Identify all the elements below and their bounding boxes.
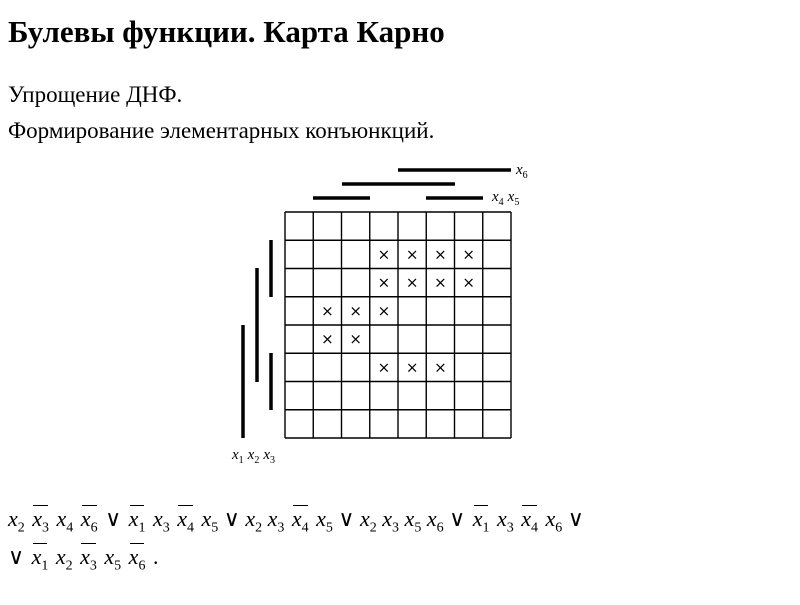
formula-variable: $x_2$: [55, 544, 73, 574]
kmap-cell-mark: ×: [377, 301, 391, 320]
kmap-cell-mark: ×: [405, 245, 419, 264]
negated-variable: $x_1$: [472, 506, 490, 536]
kmap-cell-mark: ×: [434, 245, 447, 264]
formula-variable: $x_2$: [245, 506, 263, 536]
negated-variable: $x_4$: [521, 506, 538, 536]
kmap-cell-mark: ×: [349, 330, 362, 349]
negated-variable: $x_6$: [80, 506, 98, 536]
formula-variable: $x_2$: [360, 506, 377, 536]
formula-variable: $x_2$: [8, 506, 25, 536]
kmap-cell-mark: ×: [377, 245, 391, 264]
label-x4-x5: $x_4$ $x_5$: [492, 189, 520, 208]
body-text: Формирование элементарных конъюнкций.: [8, 118, 435, 143]
kmap-cell-mark: ×: [462, 273, 475, 292]
negated-variable: $x_6$: [128, 544, 146, 574]
kmap-cell-mark: ×: [349, 301, 362, 320]
formula-operator: ∨: [105, 506, 127, 531]
kmap-cell-mark: ×: [321, 330, 334, 349]
slide-title: Булевы функции. Карта Карно: [8, 14, 445, 49]
kmap-cell-mark: ×: [462, 245, 475, 264]
kmap-cell-mark: ×: [377, 358, 391, 377]
formula-variable: $x_3$: [496, 506, 514, 536]
formula-operator: .: [152, 544, 159, 569]
kmap-cell-mark: ×: [434, 358, 447, 377]
subtitle: Упрощение ДНФ.: [8, 82, 183, 107]
negated-variable: $x_1$: [128, 506, 146, 536]
negated-variable: $x_4$: [291, 506, 309, 536]
formula-operator: ∨: [8, 544, 30, 569]
formula-variable: $x_5$: [104, 544, 122, 574]
formula-line-2: [8, 544, 158, 574]
kmap-cell-mark: ×: [405, 273, 419, 292]
formula-variable: $x_3$: [382, 506, 400, 536]
formula-line-1: [8, 506, 584, 536]
negated-variable: $x_4$: [177, 506, 194, 536]
formula-operator: ∨: [338, 506, 361, 531]
formula-variable: $x_4$: [56, 506, 74, 536]
formula-variable: $x_3$: [267, 506, 285, 536]
negated-variable: $x_3$: [32, 506, 50, 536]
kmap-cell-mark: ×: [377, 273, 391, 292]
formula-variable: $x_6$: [426, 506, 444, 536]
formula-operator: ∨: [449, 506, 471, 531]
kmap-grid: [285, 212, 511, 438]
negated-variable: $x_1$: [31, 544, 49, 574]
formula-variable: $x_5$: [316, 506, 333, 536]
formula-variable: $x_5$: [201, 506, 219, 536]
formula-variable: $x_5$: [404, 506, 422, 536]
formula-variable: $x_6$: [545, 506, 563, 536]
formula-variable: $x_3$: [152, 506, 170, 536]
kmap-cell-mark: ×: [321, 301, 334, 320]
negated-variable: $x_3$: [80, 544, 97, 574]
label-x1-x2-x3: $x_1$ $x_2$ $x_3$: [232, 447, 276, 466]
formula-operator: ∨: [567, 506, 584, 531]
kmap-cell-mark: ×: [434, 273, 447, 292]
formula-operator: ∨: [223, 506, 246, 531]
label-x6: $x_6$: [516, 162, 528, 181]
kmap-cell-mark: ×: [405, 358, 419, 377]
